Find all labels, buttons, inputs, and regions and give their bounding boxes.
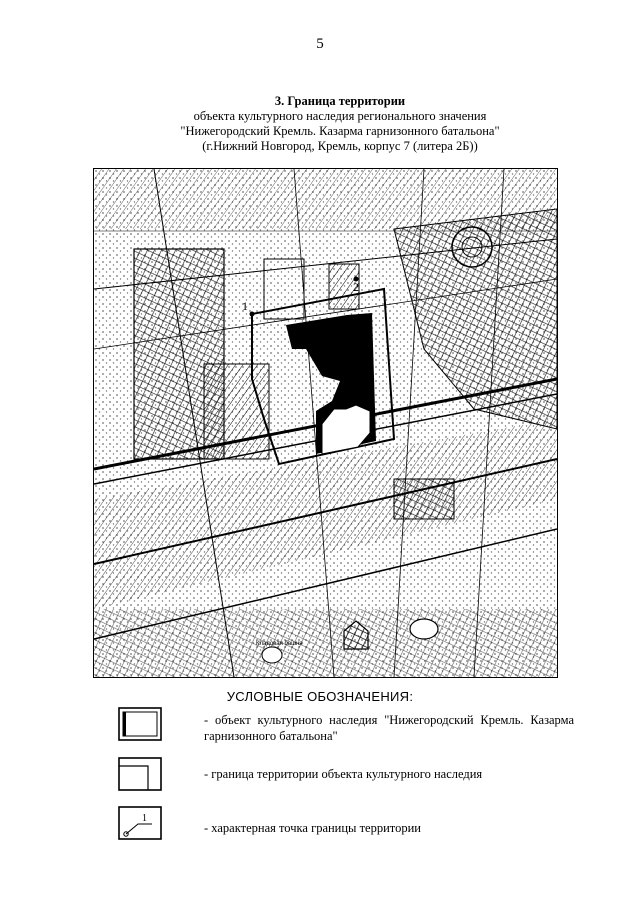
boundary-outline-icon [118,757,162,791]
map-annotation: Кладовая башня [256,641,303,647]
title-line-3: "Нижегородский Кремль. Казарма гарнизонного батальона" [180,124,500,138]
legend-text-point: - характерная точка границы территории [204,821,421,835]
legend-text-object: - объект культурного наследия "Нижегородский Кремль. Казарма гарнизонного батальона" [204,713,574,743]
point-label-1: 1 [242,299,248,313]
boundary-point-1 [250,312,255,317]
filled-object-icon [118,707,162,741]
map-drawing [94,169,557,677]
title-line-4: (г.Нижний Новгород, Кремль, корпус 7 (литера 2Б)) [202,139,478,153]
point-icon-label: 1 [142,813,147,824]
title-block [60,94,620,154]
map-bottom-band [94,609,557,677]
page-number: 5 [316,36,324,52]
legend-text-boundary: - граница территории объекта культурного наследия [204,767,483,781]
legend-title: УСЛОВНЫЕ ОБОЗНАЧЕНИЯ: [226,689,414,704]
cadastral-map [93,168,558,678]
boundary-point-icon [118,806,162,840]
page-title: 3. Граница территории [274,94,406,108]
point-label-2: 2 [353,280,359,294]
title-line-2: объекта культурного наследия регионального значения [193,109,487,123]
